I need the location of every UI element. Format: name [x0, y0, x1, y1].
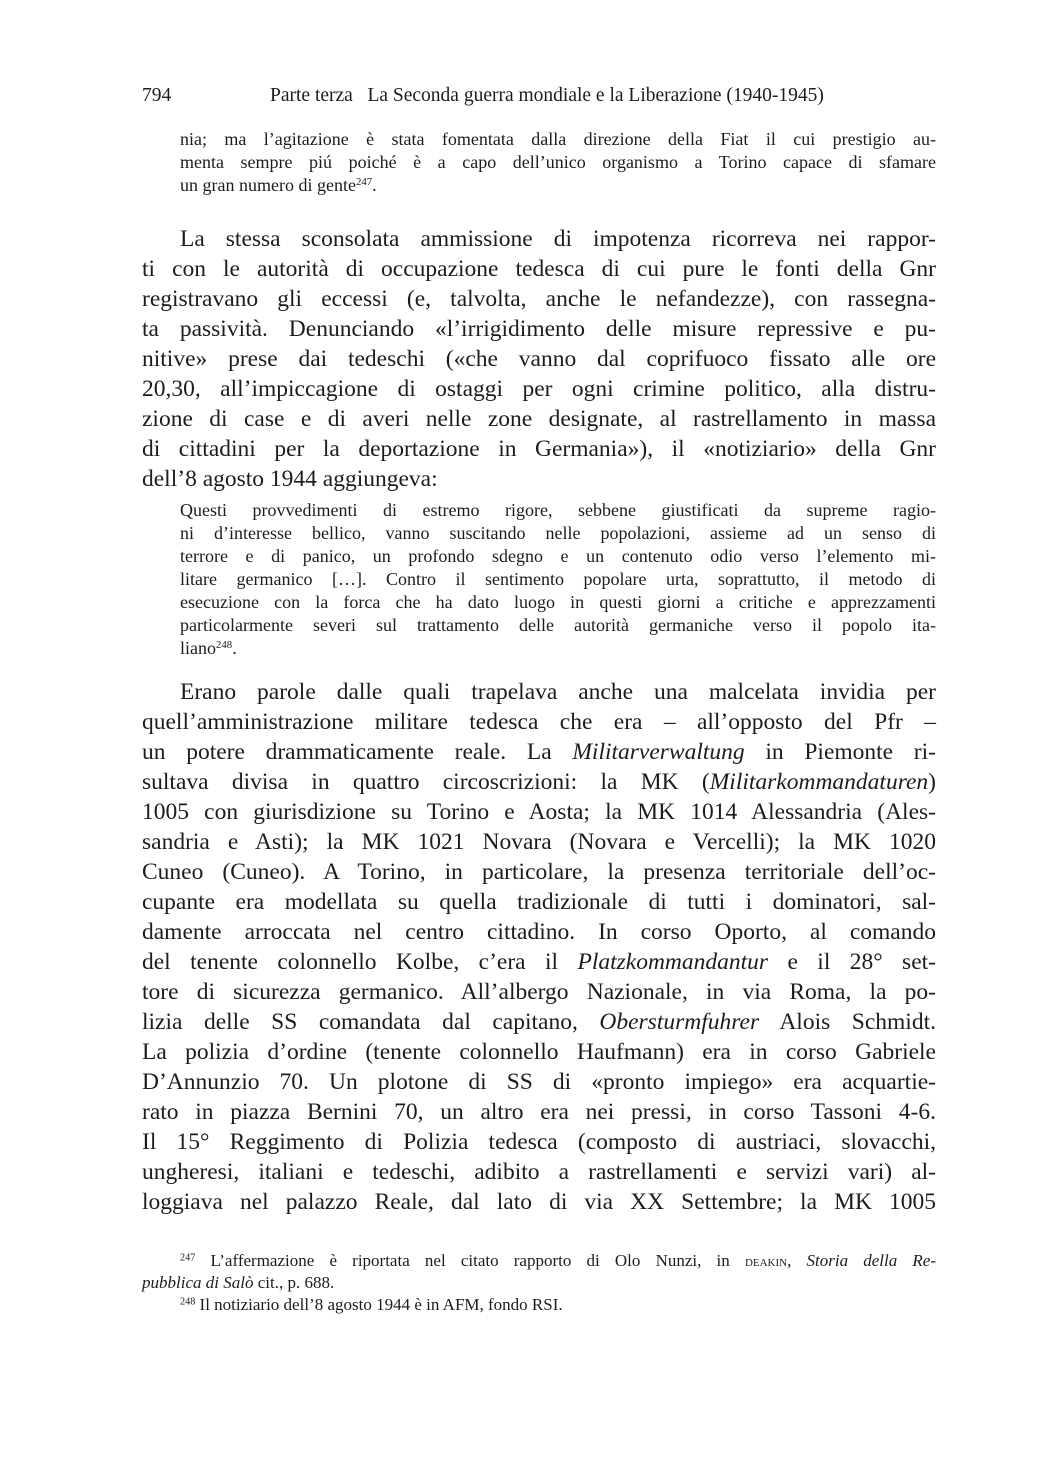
text-line: nia; ma l’agitazione è stata fomentata dalla direzione della Fiat il cui prestigio au-: [180, 129, 936, 149]
text-line: damente arroccata nel centro cittadino. In corso Oporto, al comando: [142, 919, 936, 945]
text-line: di cittadini per la deportazione in Germania»), il «notiziario» della Gnr: [142, 436, 936, 462]
text-line: 1005 con giurisdizione su Torino e Aosta; la MK 1014 Alessandria (Ales-: [142, 799, 936, 825]
text-line: del tenente colonnello Kolbe, c’era il Platzkommandantur e il 28° set-: [142, 949, 936, 975]
text-line: lizia delle SS comandata dal capitano, Obersturmfuhrer Alois Schmidt.: [142, 1009, 936, 1035]
text-line: particolarmente severi sul trattamento delle autorità germaniche verso il popolo ita-: [180, 615, 936, 635]
text-line: registravano gli eccessi (e, talvolta, anche le nefandezze), con rassegna-: [142, 286, 936, 312]
text-line: La polizia d’ordine (tenente colonnello Haufmann) era in corso Gabriele: [142, 1039, 936, 1065]
text-line: menta sempre piú poiché è a capo dell’unico organismo a Torino capace di sfamare: [180, 152, 936, 172]
page-number: 794: [142, 85, 172, 106]
text-line: ni d’interesse bellico, vanno suscitando nelle popolazioni, assieme ad un senso di: [180, 523, 936, 543]
text-line: liano$^{248}$.: [180, 638, 237, 658]
text-line: Erano parole dalle quali trapelava anche una malcelata invidia per: [180, 679, 936, 705]
text-line: rato in piazza Bernini 70, un altro era nei pressi, in corso Tassoni 4-6.: [142, 1099, 936, 1125]
text-line: ungheresi, italiani e tedeschi, adibito a rastrellamenti e servizi vari) al-: [142, 1159, 936, 1185]
footnote-247: $^{247}$ L’affermazione è riportata nel citato rapporto di Olo Nunzi, in deakin, Storia della Re-: [180, 1251, 937, 1270]
text-line: tore di sicurezza germanico. All’albergo Nazionale, in via Roma, la po-: [142, 979, 936, 1005]
text-line: nitive» prese dai tedeschi («che vanno dal coprifuoco fissato alle ore: [142, 346, 936, 372]
block-quote-247: [180, 128, 936, 197]
footnotes: [142, 1250, 936, 1316]
text-line: dell’8 agosto 1944 aggiungeva:: [142, 466, 438, 492]
text-line: quell’amministrazione militare tedesca che era – all’opposto del Pfr –: [142, 709, 936, 735]
footnote-ref: 247: [355, 176, 373, 189]
text-line: D’Annunzio 70. Un plotone di SS di «pronto impiego» era acquartie-: [142, 1069, 936, 1095]
text-line: esecuzione con la forca che ha dato luogo in questi giorni a critiche e apprezzamenti: [180, 592, 936, 612]
footnote-number: 248: [180, 1296, 196, 1308]
block-quote-248: [180, 499, 936, 660]
text-line: 20,30, all’impiccagione di ostaggi per ogni crimine politico, alla distru-: [142, 376, 936, 402]
footnote-248: $^{248}$ Il notiziario dell’8 agosto 1944 è in AFM, fondo RSI.: [180, 1295, 563, 1314]
text-line: cupante era modellata su quella tradizionale di tutti i dominatori, sal-: [142, 889, 936, 915]
running-title: Parte terza La Seconda guerra mondiale e la Liberazione (1940-1945): [270, 85, 824, 106]
text-line: Il 15° Reggimento di Polizia tedesca (composto di austriaci, slovacchi,: [142, 1129, 936, 1155]
text-line: La stessa sconsolata ammissione di impotenza ricorreva nei rappor-: [180, 226, 936, 252]
text-line: zione di case e di averi nelle zone designate, al rastrellamento in massa: [142, 406, 936, 432]
text-line: sultava divisa in quattro circoscrizioni: la MK (Militarkommandaturen): [142, 769, 936, 795]
text-line: Cuneo (Cuneo). A Torino, in particolare, la presenza territoriale dell’oc-: [142, 859, 936, 885]
text-line: litare germanico […]. Contro il sentimento popolare urta, soprattutto, il metodo di: [180, 569, 936, 589]
footnote-247-cont: pubblica di Salò cit., p. 688.: [142, 1273, 335, 1292]
paragraph-1: [142, 224, 936, 494]
text-line: sandria e Asti); la MK 1021 Novara (Novara e Vercelli); la MK 1020: [142, 829, 936, 855]
text-line: Questi provvedimenti di estremo rigore, sebbene giustificati da supreme ragio-: [180, 500, 936, 520]
text-line: un gran numero di gente$^{247}$.: [180, 175, 377, 195]
paragraph-2: [142, 677, 936, 1217]
text-line: ti con le autorità di occupazione tedesca di cui pure le fonti della Gnr: [142, 256, 936, 282]
footnote-number: 247: [180, 1252, 196, 1264]
text-line: terrore e di panico, un profondo sdegno e un contenuto odio verso l’elemento mi-: [180, 546, 936, 566]
text-line: loggiava nel palazzo Reale, dal lato di via XX Settembre; la MK 1005: [142, 1189, 936, 1215]
text-line: un potere drammaticamente reale. La Militarverwaltung in Piemonte ri-: [142, 739, 936, 765]
footnote-ref: 248: [216, 639, 233, 652]
text-line: ta passività. Denunciando «l’irrigidimento delle misure repressive e pu-: [142, 316, 936, 342]
